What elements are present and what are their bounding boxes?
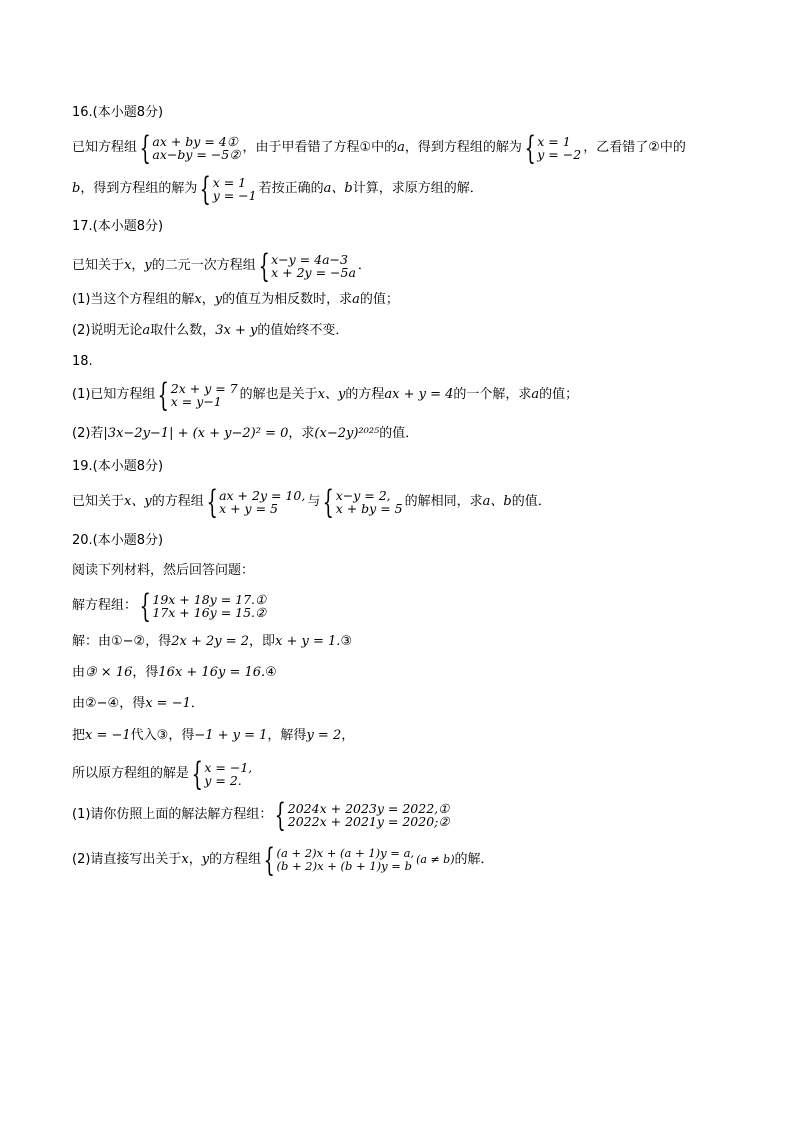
- brace-icon: {: [258, 247, 270, 285]
- brace-icon: {: [139, 129, 151, 167]
- q16-sol2-x: x = 1: [212, 175, 247, 190]
- q19-vars: x、y: [124, 494, 152, 509]
- q17-text: (1)当这个方程组的解: [72, 292, 195, 307]
- q18-expression: (x−2y)²⁰²⁵: [314, 426, 380, 441]
- q20-text: (2)请直接写出关于: [72, 852, 182, 867]
- q16-var: a: [397, 140, 405, 155]
- brace-icon: {: [524, 129, 536, 167]
- q20-var: x: [181, 852, 189, 867]
- q20-text: 的方程组: [209, 852, 262, 867]
- q16-text: ，得到方程组的解为: [80, 181, 198, 196]
- q16-vars: a、b: [323, 181, 353, 196]
- q18-text: 的一个解，求: [453, 387, 532, 402]
- q18-text: 的解也是关于: [239, 387, 318, 402]
- q16-text: ，乙看错了②中的: [583, 140, 686, 155]
- q18-expression: |3x−2y−1| + (x + y−2)² = 0: [103, 426, 289, 441]
- q20-var: y: [201, 852, 210, 867]
- q20-sol-x: x = −1,: [204, 760, 253, 775]
- q16-line1: [72, 129, 686, 167]
- q18-eq1: 2x + y = 7: [170, 381, 238, 396]
- q16-sol1-x: x = 1: [537, 134, 571, 149]
- q17-text: ，: [201, 292, 215, 307]
- q18-text: (2)若: [72, 426, 104, 441]
- q20-text: 由: [72, 665, 86, 680]
- q20-p1-eq2: 2022x + 2021y = 2020;②: [287, 814, 450, 829]
- q18-part1: [72, 376, 579, 414]
- q19-text: 的方程组: [151, 494, 204, 509]
- q19-eq1: ax + 2y = 10,: [219, 488, 306, 503]
- q17-var: y: [214, 292, 223, 307]
- q20-system-line: [72, 587, 268, 625]
- q16-line2: [72, 170, 483, 208]
- q20-step2: [72, 664, 277, 682]
- q20-equation: x = −1: [145, 696, 191, 711]
- q20-equation: 16x + 16y = 16.: [158, 665, 266, 680]
- q20-step1: [72, 633, 352, 651]
- q16-eq2: ax−by = −5②: [152, 147, 241, 162]
- brace-icon: {: [322, 483, 335, 521]
- q16-solution2: [199, 170, 257, 208]
- q20-text: ，: [188, 852, 202, 867]
- q20-equation: x + y = 1.: [275, 634, 341, 649]
- q19-header: 19.(本小题8分): [72, 459, 164, 474]
- q20-eq1: 19x + 18y = 17.①: [152, 592, 267, 607]
- q16-solution1: [524, 129, 582, 167]
- q16-header: 16.(本小题8分): [72, 105, 164, 120]
- q19-system1: [206, 483, 306, 521]
- q20-text: ，即: [249, 634, 276, 649]
- q18-text: 的值；: [539, 387, 579, 402]
- brace-icon: {: [263, 841, 275, 879]
- q20-p2-eq1: (a + 2)x + (a + 1)y = a,: [276, 846, 415, 860]
- q20-sol-y: y = 2.: [204, 773, 242, 788]
- q17-var: x: [124, 258, 132, 273]
- q20-step5: [72, 755, 254, 793]
- q19-text: 的值．: [511, 494, 551, 509]
- q20-text: 把: [72, 728, 86, 743]
- q17-eq1: x−y = 4a−3: [271, 252, 348, 267]
- q16-text: 已知方程组: [72, 140, 138, 155]
- q18-var: a: [531, 387, 540, 402]
- q20-p1-eq1: 2024x + 2023y = 2022,①: [287, 801, 450, 816]
- q19-eq4: x + by = 5: [335, 501, 403, 516]
- q16-text: ，得到方程组的解为: [404, 140, 522, 155]
- q19-system2: [322, 483, 403, 521]
- q18-equation: ax + y = 4: [384, 387, 454, 402]
- q18-text: ，求: [288, 426, 315, 441]
- q20-step3: [72, 695, 204, 713]
- q20-system: [139, 587, 267, 625]
- q18-text: (1)已知方程组: [72, 387, 156, 402]
- brace-icon: {: [158, 376, 170, 414]
- brace-icon: {: [191, 755, 203, 793]
- q16-text: 计算，求原方组的解．: [352, 181, 483, 196]
- brace-icon: {: [199, 170, 212, 208]
- q20-text: 代入③，得: [130, 728, 195, 743]
- q16-eq1: ax + by = 4①: [152, 134, 238, 149]
- q20-equation: x = −1: [85, 728, 131, 743]
- q17-text: 取什么数，: [150, 323, 216, 338]
- q20-text: 的解．: [454, 852, 494, 867]
- q20-text: ，: [341, 728, 355, 743]
- q20-text: ，得: [132, 665, 159, 680]
- q20-equation: y = 2: [306, 728, 342, 743]
- q20-eq2: 17x + 16y = 15.②: [152, 605, 267, 620]
- q18-vars: x、y: [317, 387, 346, 402]
- q20-equation: −1 + y = 1: [194, 728, 268, 743]
- q17-part2: [72, 322, 348, 340]
- q19-text: 的解相同，求: [404, 494, 483, 509]
- q20-text: ，解得: [267, 728, 307, 743]
- q20-solution: [191, 755, 253, 793]
- q16-sol2-y: y = −1: [212, 188, 257, 203]
- q20-equation: 2x + 2y = 2: [171, 634, 250, 649]
- q19-text: 已知关于: [72, 494, 125, 509]
- q20-intro: 阅读下列材料，然后回答问题：: [72, 563, 255, 578]
- brace-icon: {: [275, 796, 287, 834]
- circled-4-icon: ④: [265, 665, 277, 680]
- q17-text: 的二元一次方程组: [151, 258, 256, 273]
- circled-3-icon: ③: [340, 634, 353, 649]
- q17-eq2: x + 2y = −5a: [271, 265, 356, 280]
- q17-expr: 3x + y: [215, 323, 258, 338]
- q17-text: ，: [131, 258, 145, 273]
- q18-header: 18.: [72, 354, 93, 369]
- q17-text: 已知关于: [72, 258, 125, 273]
- brace-icon: {: [206, 483, 218, 521]
- q17-text: ．: [357, 258, 371, 273]
- q17-var: x: [194, 292, 202, 307]
- q17-text: 的值互为相反数时，求: [222, 292, 353, 307]
- q19-eq3: x−y = 2,: [335, 488, 391, 503]
- q20-text: 解：由①−②，得: [72, 634, 172, 649]
- q16-sol1-y: y = −2: [537, 147, 582, 162]
- q20-p2-eq2: (b + 2)x + (b + 1)y = b: [276, 859, 412, 873]
- q16-text: 若按正确的: [258, 181, 324, 196]
- brace-icon: {: [139, 587, 151, 625]
- q20-equation: ③ × 16: [85, 665, 133, 680]
- q17-text: (2)说明无论: [72, 323, 143, 338]
- q17-var: a: [142, 323, 151, 338]
- q20-text: (1)请你仿照上面的解法解方程组：: [72, 807, 273, 822]
- q19-text: 与: [307, 494, 321, 509]
- q16-system: [139, 129, 241, 167]
- q18-eq2: x = y−1: [170, 394, 222, 409]
- q20-text: ．: [190, 696, 204, 711]
- q18-text: 的方程: [345, 387, 385, 402]
- q16-var: b: [72, 181, 81, 196]
- q20-part2-system: [263, 841, 415, 879]
- q20-part1: [72, 796, 452, 834]
- q17-line1: [72, 247, 371, 285]
- q20-text: 解方程组：: [72, 598, 138, 613]
- q17-header: 17.(本小题8分): [72, 219, 164, 234]
- q20-header: 20.(本小题8分): [72, 533, 164, 548]
- q17-system: [258, 247, 356, 285]
- q18-system: [157, 376, 238, 414]
- q18-text: 的值．: [379, 426, 419, 441]
- q17-var: y: [144, 258, 152, 273]
- q20-part1-system: [274, 796, 450, 834]
- q20-text: 所以原方程组的解是: [72, 766, 190, 781]
- q17-part1: [72, 291, 399, 309]
- q18-part2: [72, 425, 418, 443]
- q20-condition: (a ≠ b): [416, 853, 455, 866]
- q19-line1: [72, 483, 551, 521]
- q20-step4: [72, 727, 354, 745]
- q20-text: 由②−④，得: [72, 696, 146, 711]
- q19-vars: a、b: [482, 494, 512, 509]
- q17-text: 的值始终不变．: [257, 323, 349, 338]
- q20-part2: [72, 841, 494, 879]
- q16-text: ，由于甲看错了方程①中的: [242, 140, 398, 155]
- q17-text: 的值；: [359, 292, 399, 307]
- q19-eq2: x + y = 5: [219, 501, 278, 516]
- q17-var: a: [352, 292, 360, 307]
